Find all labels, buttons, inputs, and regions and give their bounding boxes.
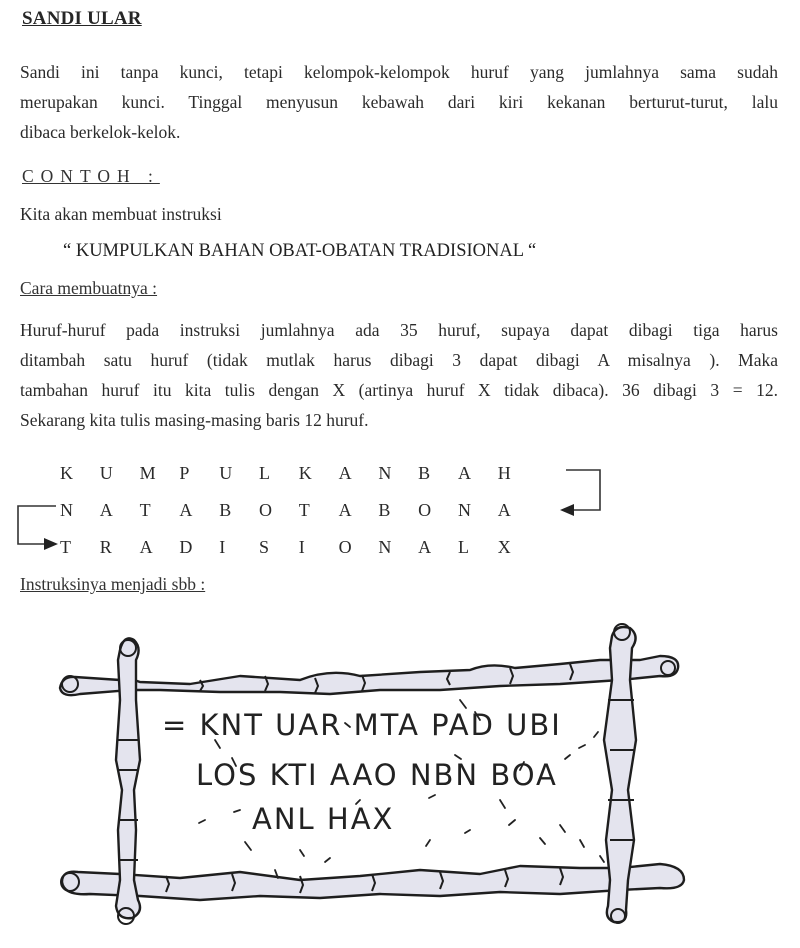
method-line: Sekarang kita tulis masing-masing baris 12 huruf. (20, 410, 369, 430)
cipher-letter: M (139, 463, 156, 483)
example-heading: CONTOH : (22, 166, 160, 186)
cipher-letter: A (99, 500, 113, 520)
cipher-letter: O (418, 500, 432, 520)
cipher-letter: T (60, 537, 71, 557)
bamboo-top (60, 656, 678, 695)
intro-paragraph (20, 57, 778, 147)
cipher-letter: L (457, 537, 469, 557)
cipher-letter: B (219, 500, 232, 520)
method-paragraph (20, 315, 778, 435)
handwritten-line-2: LOS KTI AAO NBN BOA (196, 758, 558, 792)
document-title: SANDI ULAR (22, 8, 142, 29)
intro-line: merupakan kunci. Tinggal menyusun kebawah dari kiri kekanan berturut-turut, lalu (20, 92, 778, 112)
intro-line: Sandi ini tanpa kunci, tetapi kelompok-kelompok huruf yang jumlahnya sama sudah (20, 62, 778, 82)
cipher-letter: N (378, 537, 392, 557)
cipher-letter: P (179, 463, 190, 483)
cipher-letter: D (179, 537, 193, 557)
cipher-row-2 (60, 500, 538, 521)
method-line: tambahan huruf itu kita tulis dengan X (artinya huruf X tidak dibaca). 36 dibagi 3 = 12. (20, 380, 778, 400)
cipher-letter: U (219, 463, 233, 483)
cipher-letter: B (378, 500, 391, 520)
cipher-letter: H (497, 463, 511, 483)
cipher-row-3 (60, 537, 538, 558)
cipher-letter: N (60, 500, 73, 520)
arrow-left-down-right-icon (18, 506, 56, 544)
cipher-letter: O (258, 500, 272, 520)
arrow-head-left-icon (560, 504, 574, 516)
cipher-letter: U (99, 463, 113, 483)
cipher-letter: K (60, 463, 73, 483)
cipher-letter: I (298, 537, 305, 557)
cipher-letter: K (298, 463, 312, 483)
method-line: ditambah satu huruf (tidak mutlak harus dibagi 3 dapat dibagi A misalnya ). Maka (20, 350, 778, 370)
cipher-letter: X (497, 537, 511, 557)
bamboo-bottom (62, 864, 684, 900)
cipher-letter: A (497, 500, 511, 520)
cipher-row-1 (60, 463, 538, 484)
cipher-letter: A (179, 500, 193, 520)
handwritten-line-1: = KNT UAR MTA PAD UBI (162, 708, 562, 742)
cipher-letter: T (298, 500, 310, 520)
cipher-letter: N (378, 463, 392, 483)
cipher-letter: A (338, 500, 352, 520)
cipher-letter: A (338, 463, 352, 483)
cipher-letter: A (457, 463, 471, 483)
bamboo-left (116, 638, 140, 918)
method-heading: Cara membuatnya : (20, 278, 158, 298)
result-heading: Instruksinya menjadi sbb : (20, 574, 206, 594)
method-line: Huruf-huruf pada instruksi jumlahnya ada 35 huruf, supaya dapat dibagi tiga harus (20, 320, 778, 340)
cipher-letter: O (338, 537, 352, 557)
arrow-right-down-left-icon (566, 470, 600, 510)
example-intro: Kita akan membuat instruksi (20, 204, 222, 224)
cipher-letter: S (258, 537, 269, 557)
cipher-letter: L (258, 463, 270, 483)
intro-line: dibaca berkelok-kelok. (20, 122, 181, 142)
cipher-letter: R (99, 537, 112, 557)
handwritten-line-3: ANL HAX (252, 802, 395, 836)
cipher-letter: B (418, 463, 431, 483)
cipher-letter: T (139, 500, 151, 520)
cipher-letter: A (139, 537, 153, 557)
bamboo-right (604, 627, 636, 922)
cipher-letter: A (418, 537, 432, 557)
instruction-quote: “ KUMPULKAN BAHAN OBAT-OBATAN TRADISIONAL “ (63, 241, 537, 261)
cipher-letter: I (219, 537, 226, 557)
cipher-letter: N (457, 500, 471, 520)
arrow-head-right-icon (44, 538, 58, 550)
